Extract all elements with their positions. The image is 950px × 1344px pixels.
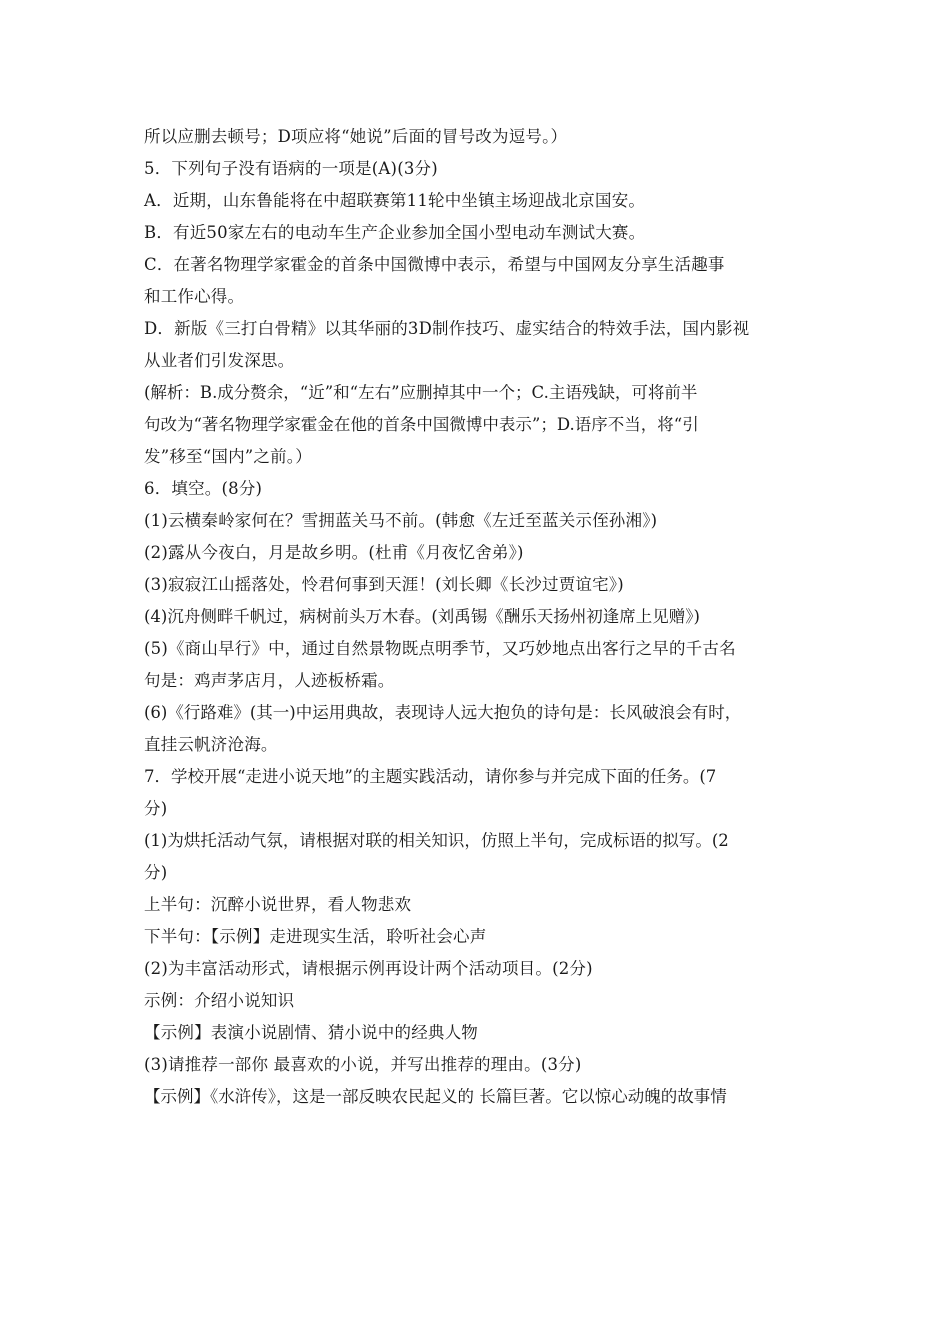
question-6-stem: 6．填空。(8分) bbox=[144, 479, 263, 498]
question-5-option-b: B．有近50家左右的电动车生产企业参加全国小型电动车测试大赛。 bbox=[144, 223, 646, 242]
text-line: 直挂云帆济沧海。 bbox=[144, 735, 278, 754]
text-line: 分) bbox=[144, 799, 168, 818]
text-line: 发”移至“国内”之前。） bbox=[144, 447, 312, 466]
task-2-example: 示例：介绍小说知识 bbox=[144, 991, 295, 1010]
document-body bbox=[144, 121, 812, 1113]
text-line: 句改为“著名物理学家霍金在他的首条中国微博中表示”；D.语序不当，将“引 bbox=[144, 415, 699, 434]
question-7-stem: 7．学校开展“走进小说天地”的主题实践活动，请你参与并完成下面的任务。(7 bbox=[144, 767, 717, 786]
question-5-stem: 5．下列句子没有语病的一项是(A)(3分) bbox=[144, 159, 438, 178]
question-6-item-6: (6)《行路难》(其一)中运用典故，表现诗人远大抱负的诗句是：长风破浪会有时， bbox=[144, 703, 742, 722]
question-5-option-d: D．新版《三打白骨精》以其华丽的3D制作技巧、虚实结合的特效手法，国内影视 bbox=[144, 319, 750, 338]
question-7-task-2: (2)为丰富活动形式，请根据示例再设计两个活动项目。(2分) bbox=[144, 959, 593, 978]
couplet-lower: 下半句：【示例】走进现实生活，聆听社会心声 bbox=[144, 927, 487, 946]
task-2-answer: 【示例】表演小说剧情、猜小说中的经典人物 bbox=[144, 1023, 478, 1042]
question-5-analysis: (解析：B.成分赘余，“近”和“左右”应删掉其中一个；C.主语残缺，可将前半 bbox=[144, 383, 698, 402]
task-3-answer: 【示例】《水浒传》，这是一部反映农民起义的 长篇巨著。它以惊心动魄的故事情 bbox=[144, 1087, 727, 1106]
question-6-item-5: (5)《商山早行》中，通过自然景物既点明季节，又巧妙地点出客行之早的千古名 bbox=[144, 639, 736, 658]
question-5-option-a: A．近期，山东鲁能将在中超联赛第11轮中坐镇主场迎战北京国安。 bbox=[144, 191, 646, 210]
text-line: 从业者们引发深思。 bbox=[144, 351, 295, 370]
text-line: 和工作心得。 bbox=[144, 287, 245, 306]
question-7-task-3: (3)请推荐一部你 最喜欢的小说，并写出推荐的理由。(3分) bbox=[144, 1055, 582, 1074]
question-6-item-2: (2)露从今夜白，月是故乡明。(杜甫《月夜忆舍弟》) bbox=[144, 543, 524, 562]
couplet-upper: 上半句：沉醉小说世界，看人物悲欢 bbox=[144, 895, 412, 914]
question-5-option-c: C．在著名物理学家霍金的首条中国微博中表示，希望与中国网友分享生活趣事 bbox=[144, 255, 725, 274]
text-line: 分) bbox=[144, 863, 168, 882]
question-6-item-1: (1)云横秦岭家何在？雪拥蓝关马不前。(韩愈《左迁至蓝关示侄孙湘》) bbox=[144, 511, 658, 530]
question-6-item-4: (4)沉舟侧畔千帆过，病树前头万木春。(刘禹锡《酬乐天扬州初逢席上见赠》) bbox=[144, 607, 700, 626]
text-line: 所以应删去顿号；D项应将“她说”后面的冒号改为逗号。） bbox=[144, 127, 568, 146]
question-7-task-1: (1)为烘托活动气氛，请根据对联的相关知识，仿照上半句，完成标语的拟写。(2 bbox=[144, 831, 729, 850]
text-line: 句是：鸡声茅店月，人迹板桥霜。 bbox=[144, 671, 395, 690]
question-6-item-3: (3)寂寂江山摇落处，怜君何事到天涯！(刘长卿《长沙过贾谊宅》) bbox=[144, 575, 624, 594]
